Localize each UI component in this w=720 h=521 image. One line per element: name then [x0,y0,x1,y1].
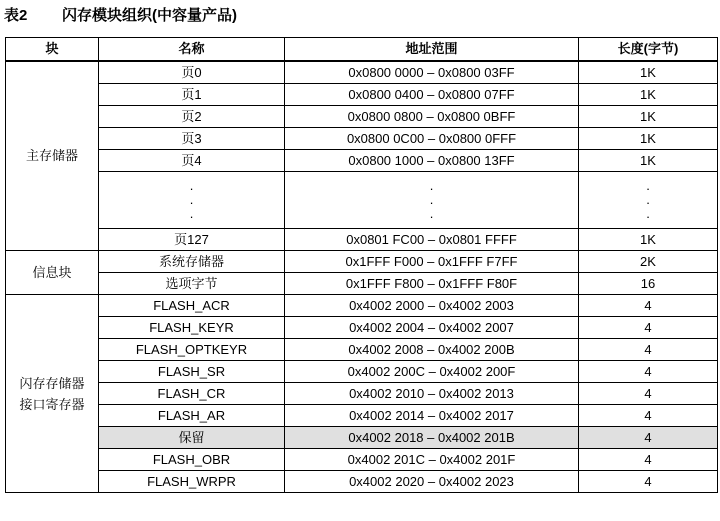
cell-size: 4 [579,383,718,405]
cell-size: 4 [579,405,718,427]
table-row [6,251,718,273]
table-row [6,84,718,106]
cell-range: 0x1FFF F800 – 0x1FFF F80F [285,273,579,295]
table-row [6,128,718,150]
ellipsis-dot: . [646,178,650,193]
cell-size: 4 [579,339,718,361]
table-row [6,106,718,128]
cell-range: 0x0800 0000 – 0x0800 03FF [285,61,579,84]
cell-range: 0x0800 0800 – 0x0800 0BFF [285,106,579,128]
cell-name: FLASH_SR [99,361,285,383]
table-row [6,295,718,317]
cell-size: 2K [579,251,718,273]
header-row [6,38,718,62]
ellipsis-dot: . [429,192,434,207]
cell-size: 4 [579,471,718,493]
block-name-line2: 接口寄存器 [19,396,85,412]
cell-range: 0x4002 200C – 0x4002 200F [285,361,579,383]
ellipsis-row [6,172,718,229]
table-row [6,383,718,405]
cell-name: 保留 [99,427,285,449]
table-row [6,405,718,427]
block-main-memory: 主存储器 [6,61,99,251]
cell-range: 0x4002 2020 – 0x4002 2023 [285,471,579,493]
cell-size: 4 [579,449,718,471]
cell-size: 1K [579,150,718,172]
cell-range: 0x4002 2018 – 0x4002 201B [285,427,579,449]
table-row [6,317,718,339]
cell-range: 0x1FFF F000 – 0x1FFF F7FF [285,251,579,273]
ellipsis-dot: . [646,192,650,207]
cell-range: 0x4002 2000 – 0x4002 2003 [285,295,579,317]
table-title: 闪存模块组织(中容量产品) [62,7,237,24]
cell-name: 页0 [99,61,285,84]
cell-size-ellipsis [579,172,718,229]
block-name-line1: 闪存存储器 [19,375,85,391]
table-row [6,361,718,383]
cell-name: FLASH_KEYR [99,317,285,339]
table-row [6,471,718,493]
ellipsis-dot: . [646,206,650,221]
cell-range: 0x0800 0C00 – 0x0800 0FFF [285,128,579,150]
table-row [6,229,718,251]
table-row [6,61,718,84]
cell-size: 4 [579,361,718,383]
cell-name: FLASH_AR [99,405,285,427]
cell-name: FLASH_OBR [99,449,285,471]
table-caption [4,4,237,28]
block-flash-interface-registers [6,295,99,493]
cell-size: 4 [579,295,718,317]
table-row [6,273,718,295]
ellipsis-dot: . [429,206,434,221]
cell-range: 0x0800 0400 – 0x0800 07FF [285,84,579,106]
header-name: 名称 [99,38,285,62]
cell-name: 页2 [99,106,285,128]
cell-size: 16 [579,273,718,295]
cell-range: 0x4002 2008 – 0x4002 200B [285,339,579,361]
ellipsis-dot: . [189,178,194,193]
cell-name-ellipsis [99,172,285,229]
cell-size: 4 [579,317,718,339]
header-address-range: 地址范围 [285,38,579,62]
cell-name: 页4 [99,150,285,172]
cell-range: 0x4002 2014 – 0x4002 2017 [285,405,579,427]
ellipsis-dot: . [189,206,194,221]
table-row [6,150,718,172]
cell-size: 4 [579,427,718,449]
cell-size: 1K [579,61,718,84]
cell-range: 0x4002 2010 – 0x4002 2013 [285,383,579,405]
cell-name: 页127 [99,229,285,251]
table-row-reserved [6,427,718,449]
cell-size: 1K [579,229,718,251]
table-row [6,449,718,471]
cell-size: 1K [579,84,718,106]
ellipsis-dot: . [189,192,194,207]
cell-range-ellipsis [285,172,579,229]
header-length: 长度(字节) [579,38,718,62]
cell-range: 0x0800 1000 – 0x0800 13FF [285,150,579,172]
cell-range: 0x4002 201C – 0x4002 201F [285,449,579,471]
cell-size: 1K [579,128,718,150]
cell-name: FLASH_ACR [99,295,285,317]
cell-name: 页1 [99,84,285,106]
cell-size: 1K [579,106,718,128]
block-information: 信息块 [6,251,99,295]
cell-range: 0x0801 FC00 – 0x0801 FFFF [285,229,579,251]
cell-name: FLASH_CR [99,383,285,405]
cell-name: 选项字节 [99,273,285,295]
ellipsis-dot: . [429,178,434,193]
table-number: 表2 [4,7,28,24]
cell-range: 0x4002 2004 – 0x4002 2007 [285,317,579,339]
header-block: 块 [6,38,99,62]
cell-name: 系统存储器 [99,251,285,273]
table-row [6,339,718,361]
flash-organization-table [5,37,718,493]
cell-name: 页3 [99,128,285,150]
cell-name: FLASH_OPTKEYR [99,339,285,361]
cell-name: FLASH_WRPR [99,471,285,493]
